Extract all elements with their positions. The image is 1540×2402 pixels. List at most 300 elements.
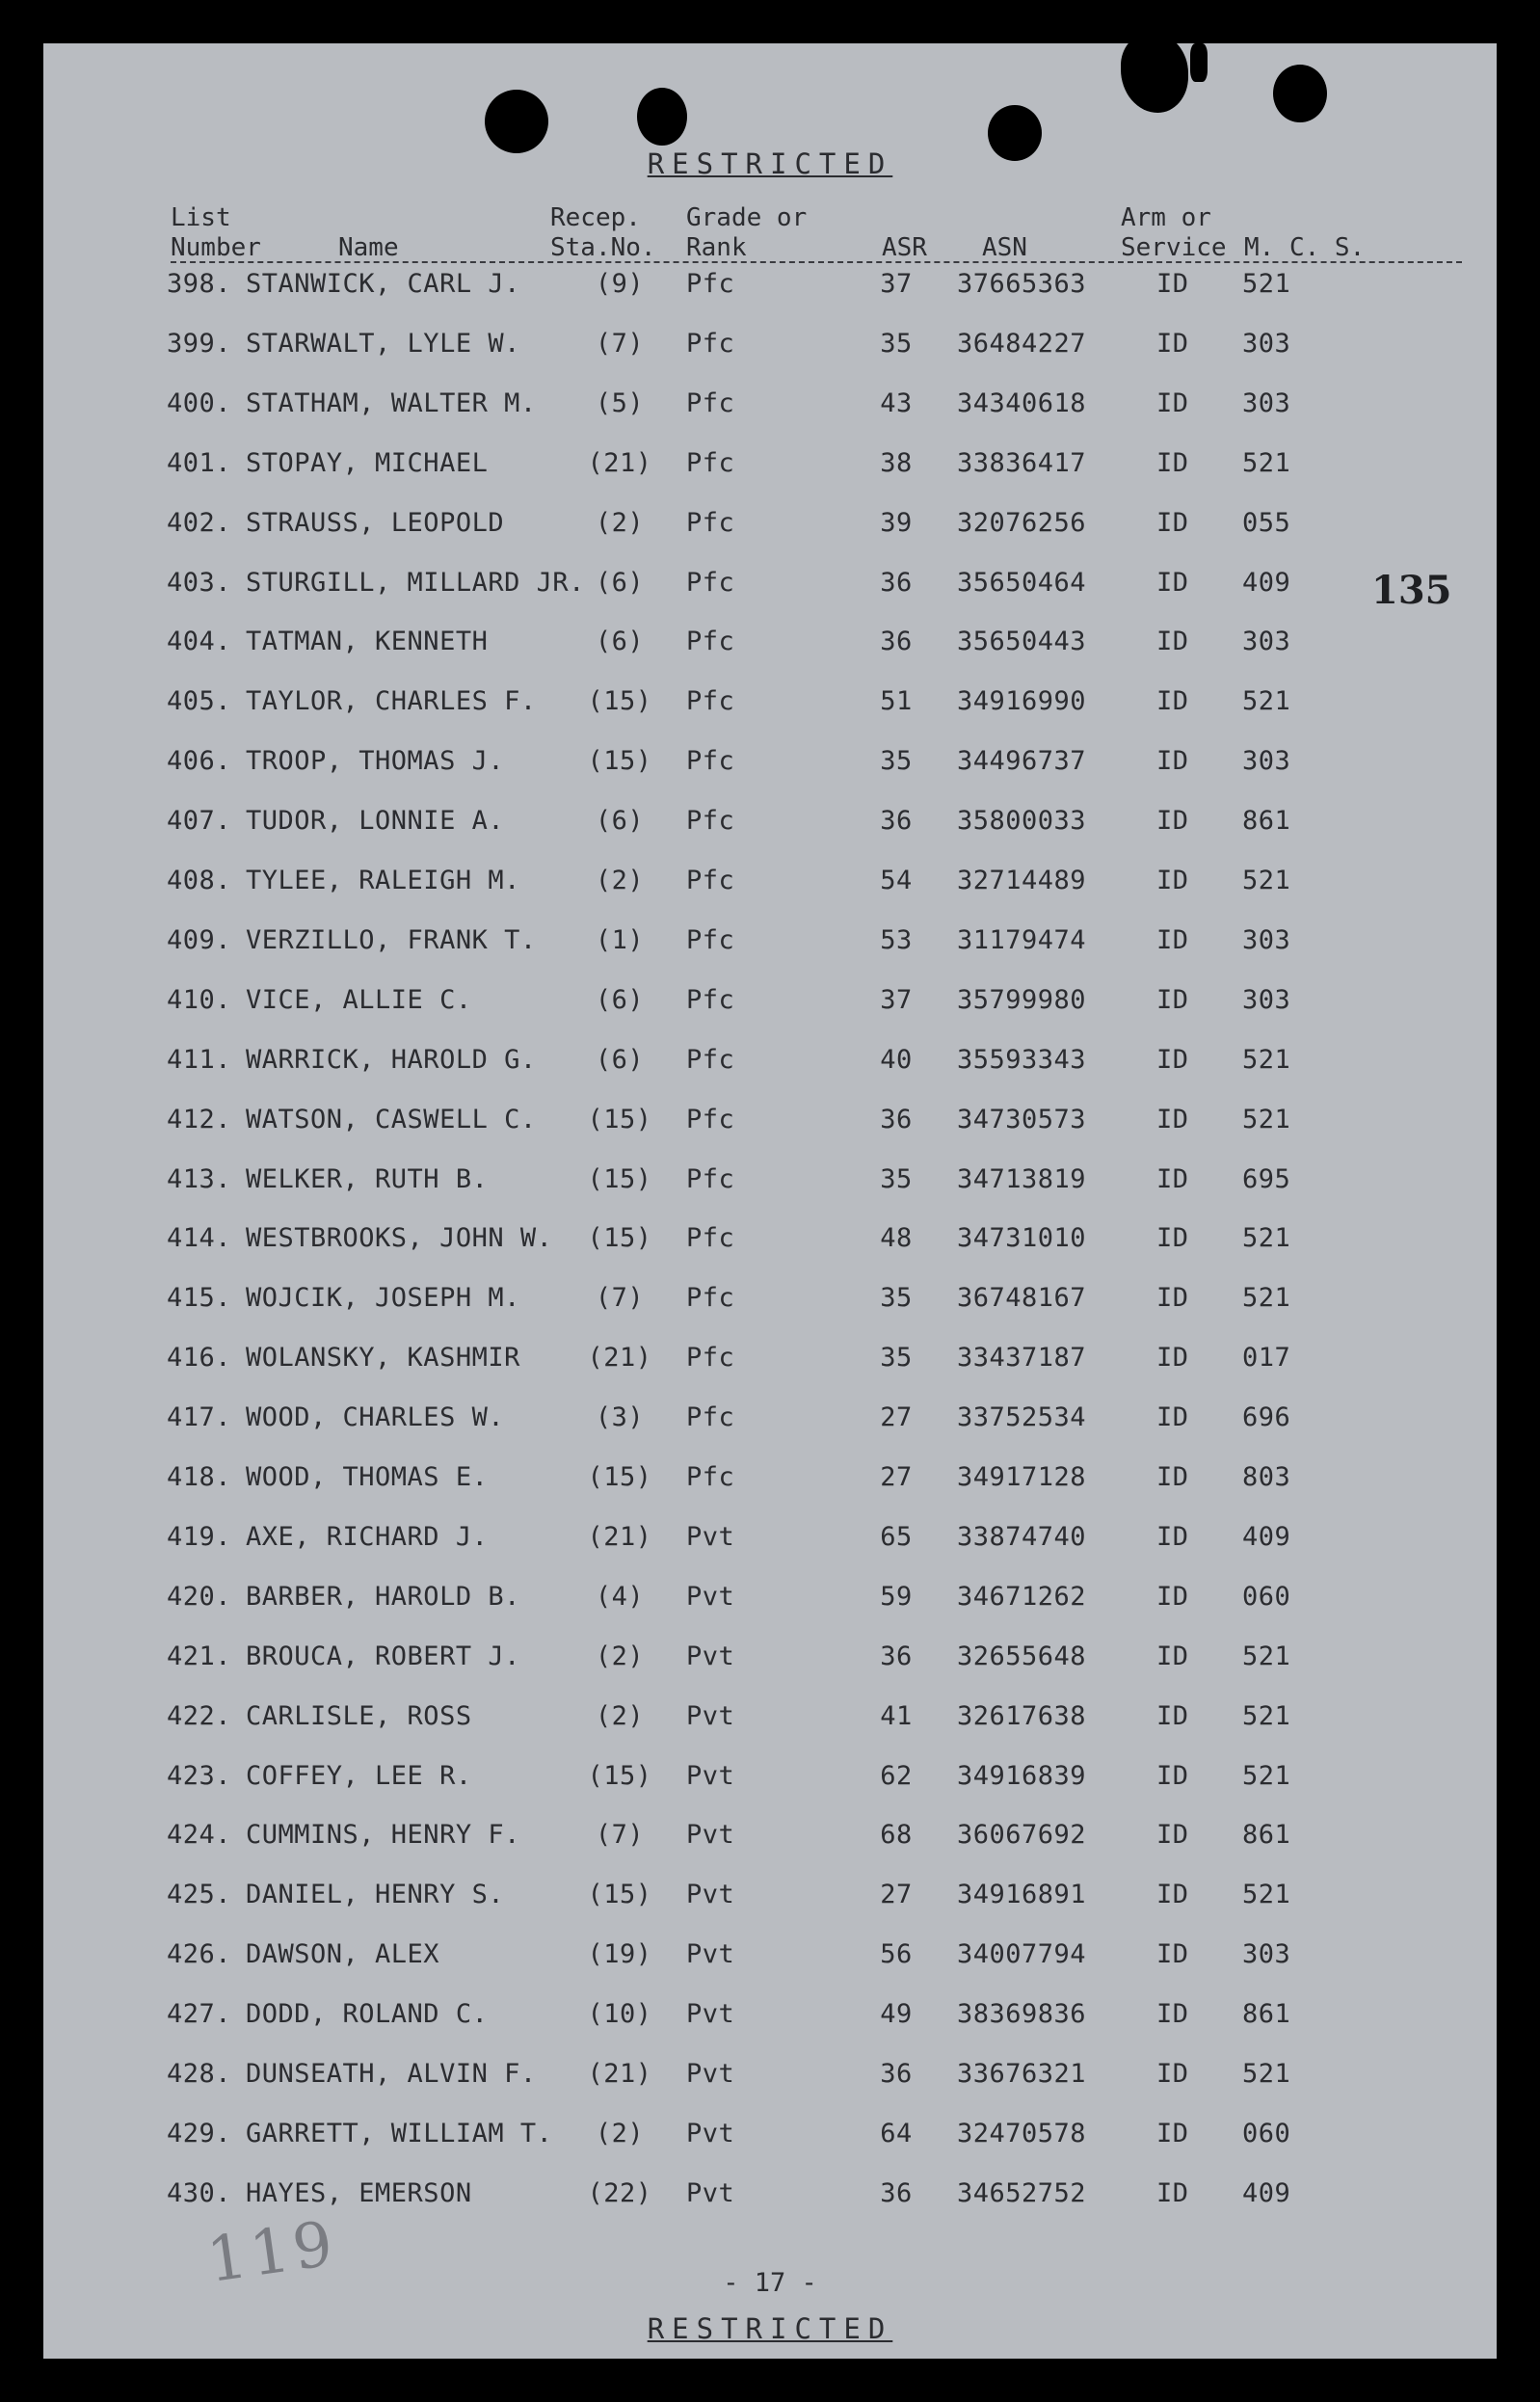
cell-grade: Pvt (686, 1880, 735, 1910)
cell-name: WOLANSKY, KASHMIR (246, 1343, 520, 1374)
cell-sta: (7) (595, 328, 645, 359)
cell-grade: Pfc (686, 627, 735, 657)
cell-sta: (15) (587, 1104, 652, 1134)
cell-grade: Pfc (686, 447, 735, 478)
cell-asr: 59 (880, 1581, 913, 1612)
cell-arm: ID (1156, 686, 1189, 717)
cell-name: COFFEY, LEE R. (246, 1760, 472, 1791)
cell-arm: ID (1156, 984, 1189, 1015)
cell-name: TAYLOR, CHARLES F. (246, 686, 537, 717)
cell-sta: (1) (595, 924, 645, 955)
punch-hole-decoration (637, 88, 687, 146)
cell-sta: (5) (595, 387, 645, 418)
cell-arm: ID (1156, 924, 1189, 955)
punch-hole-decoration (485, 90, 548, 153)
cell-mos: 861 (1242, 806, 1291, 837)
cell-num: 406. (167, 746, 232, 777)
cell-asn: 34731010 (957, 1223, 1087, 1254)
cell-arm: ID (1156, 269, 1189, 299)
cell-asn: 34916839 (957, 1760, 1087, 1791)
cell-sta: (21) (587, 447, 652, 478)
cell-num: 398. (167, 269, 232, 299)
cell-sta: (15) (587, 1462, 652, 1492)
cell-asr: 56 (880, 1939, 913, 1970)
cell-name: TROOP, THOMAS J. (246, 746, 505, 777)
table-row (43, 1462, 1497, 1522)
cell-grade: Pfc (686, 328, 735, 359)
cell-asr: 35 (880, 328, 913, 359)
column-header-recep-sta: Recep. Sta.No. (550, 203, 656, 262)
cell-grade: Pvt (686, 2059, 735, 2089)
cell-mos: 409 (1242, 1521, 1291, 1552)
cell-name: VICE, ALLIE C. (246, 984, 472, 1015)
table-row (43, 627, 1497, 686)
cell-mos: 521 (1242, 2059, 1291, 2089)
cell-num: 425. (167, 1880, 232, 1910)
cell-arm: ID (1156, 1462, 1189, 1492)
cell-name: WATSON, CASWELL C. (246, 1104, 537, 1134)
cell-asn: 33874740 (957, 1521, 1087, 1552)
cell-asr: 36 (880, 627, 913, 657)
page-number: - 17 - (723, 2268, 817, 2298)
table-row (43, 1939, 1497, 1999)
cell-name: WOOD, THOMAS E. (246, 1462, 489, 1492)
cell-asn: 35650464 (957, 567, 1087, 598)
cell-grade: Pfc (686, 1163, 735, 1194)
cell-name: WOJCIK, JOSEPH M. (246, 1283, 520, 1314)
cell-asn: 34713819 (957, 1163, 1087, 1194)
cell-sta: (15) (587, 746, 652, 777)
cell-asr: 54 (880, 866, 913, 895)
cell-asn: 34007794 (957, 1939, 1087, 1970)
cell-sta: (10) (587, 1999, 652, 2030)
cell-grade: Pfc (686, 387, 735, 418)
cell-asn: 33752534 (957, 1402, 1087, 1433)
cell-mos: 303 (1242, 1939, 1291, 1970)
column-header-list-number: List Number (171, 203, 261, 262)
cell-asr: 27 (880, 1462, 913, 1492)
table-row (43, 1105, 1497, 1164)
cell-mos: 303 (1242, 746, 1291, 777)
cell-asn: 38369836 (957, 1999, 1087, 2030)
cell-mos: 521 (1242, 866, 1291, 895)
table-row (43, 1343, 1497, 1402)
table-row (43, 1880, 1497, 1939)
cell-grade: Pfc (686, 1044, 735, 1075)
table-row (43, 1999, 1497, 2059)
cell-asr: 68 (880, 1820, 913, 1851)
cell-grade: Pfc (686, 866, 735, 895)
cell-asn: 33437187 (957, 1343, 1087, 1374)
cell-mos: 017 (1242, 1343, 1291, 1374)
cell-asr: 36 (880, 567, 913, 598)
cell-grade: Pvt (686, 1999, 735, 2030)
cell-sta: (2) (595, 866, 645, 895)
cell-grade: Pfc (686, 924, 735, 955)
cell-num: 416. (167, 1343, 232, 1374)
cell-arm: ID (1156, 806, 1189, 837)
cell-num: 422. (167, 1700, 232, 1731)
cell-name: TATMAN, KENNETH (246, 627, 489, 657)
cell-num: 405. (167, 686, 232, 717)
cell-grade: Pvt (686, 2177, 735, 2208)
cell-sta: (15) (587, 686, 652, 717)
cell-arm: ID (1156, 1521, 1189, 1552)
column-header-mos: M. C. S. (1244, 233, 1366, 262)
cell-asn: 34340618 (957, 387, 1087, 418)
table-row (43, 388, 1497, 448)
table-row (43, 508, 1497, 568)
cell-mos: 303 (1242, 984, 1291, 1015)
cell-num: 417. (167, 1402, 232, 1433)
cell-name: WELKER, RUTH B. (246, 1163, 489, 1194)
table-row (43, 1223, 1497, 1283)
cell-mos: 409 (1242, 2177, 1291, 2208)
cell-sta: (6) (595, 806, 645, 837)
cell-grade: Pvt (686, 1700, 735, 1731)
cell-sta: (6) (595, 1044, 645, 1075)
cell-sta: (15) (587, 1223, 652, 1254)
cell-asn: 34671262 (957, 1581, 1087, 1612)
cell-grade: Pfc (686, 746, 735, 777)
cell-mos: 521 (1242, 1223, 1291, 1254)
cell-mos: 521 (1242, 269, 1291, 299)
cell-mos: 861 (1242, 1820, 1291, 1851)
cell-grade: Pvt (686, 1760, 735, 1791)
cell-asn: 34917128 (957, 1462, 1087, 1492)
cell-asr: 41 (880, 1700, 913, 1731)
cell-arm: ID (1156, 1343, 1189, 1374)
cell-sta: (9) (595, 269, 645, 299)
table-row (43, 866, 1497, 925)
cell-arm: ID (1156, 1163, 1189, 1194)
cell-asn: 35593343 (957, 1044, 1087, 1075)
cell-name: STATHAM, WALTER M. (246, 387, 537, 418)
cell-asr: 35 (880, 1163, 913, 1194)
cell-name: WOOD, CHARLES W. (246, 1402, 505, 1433)
cell-sta: (21) (587, 1343, 652, 1374)
cell-asn: 36484227 (957, 328, 1087, 359)
cell-num: 412. (167, 1104, 232, 1134)
cell-num: 419. (167, 1521, 232, 1552)
cell-num: 427. (167, 1999, 232, 2030)
table-row (43, 746, 1497, 806)
table-row (43, 1283, 1497, 1343)
cell-arm: ID (1156, 507, 1189, 538)
cell-grade: Pvt (686, 1581, 735, 1612)
cell-num: 428. (167, 2059, 232, 2089)
cell-asn: 33836417 (957, 447, 1087, 478)
punch-hole-decoration (1121, 43, 1188, 113)
classification-header: RESTRICTED (647, 147, 893, 180)
cell-num: 409. (167, 924, 232, 955)
cell-sta: (3) (595, 1402, 645, 1433)
document-page (43, 43, 1497, 2359)
cell-sta: (21) (587, 2059, 652, 2089)
cell-num: 408. (167, 866, 232, 895)
cell-asr: 35 (880, 1283, 913, 1314)
cell-asr: 27 (880, 1880, 913, 1910)
cell-asn: 32655648 (957, 1641, 1087, 1671)
cell-asr: 64 (880, 2118, 913, 2148)
cell-asn: 32714489 (957, 866, 1087, 895)
cell-sta: (22) (587, 2177, 652, 2208)
cell-grade: Pvt (686, 1939, 735, 1970)
cell-num: 423. (167, 1760, 232, 1791)
cell-mos: 303 (1242, 627, 1291, 657)
cell-sta: (6) (595, 567, 645, 598)
table-row (43, 1522, 1497, 1582)
column-header-arm: Arm or Service (1121, 203, 1227, 262)
cell-asr: 35 (880, 746, 913, 777)
cell-mos: 861 (1242, 1999, 1291, 2030)
table-row (43, 925, 1497, 985)
cell-asr: 51 (880, 686, 913, 717)
cell-num: 411. (167, 1044, 232, 1075)
cell-grade: Pfc (686, 686, 735, 717)
cell-name: DODD, ROLAND C. (246, 1999, 489, 2030)
cell-arm: ID (1156, 746, 1189, 777)
cell-arm: ID (1156, 1880, 1189, 1910)
cell-asn: 34496737 (957, 746, 1087, 777)
cell-mos: 060 (1242, 1581, 1291, 1612)
cell-asn: 34730573 (957, 1104, 1087, 1134)
table-row (43, 985, 1497, 1045)
cell-asr: 53 (880, 924, 913, 955)
cell-arm: ID (1156, 2177, 1189, 2208)
cell-asn: 34916990 (957, 686, 1087, 717)
cell-arm: ID (1156, 1820, 1189, 1851)
cell-num: 402. (167, 507, 232, 538)
cell-num: 410. (167, 984, 232, 1015)
cell-name: STARWALT, LYLE W. (246, 328, 520, 359)
cell-mos: 521 (1242, 1880, 1291, 1910)
margin-number: 135 (1371, 568, 1452, 613)
cell-asn: 36067692 (957, 1820, 1087, 1851)
cell-name: WARRICK, HAROLD G. (246, 1044, 537, 1075)
cell-asn: 33676321 (957, 2059, 1087, 2089)
header-rule (171, 261, 1462, 263)
cell-name: DAWSON, ALEX (246, 1939, 440, 1970)
cell-arm: ID (1156, 1700, 1189, 1731)
cell-num: 420. (167, 1581, 232, 1612)
cell-num: 430. (167, 2177, 232, 2208)
punch-hole-decoration (1190, 43, 1208, 82)
cell-arm: ID (1156, 567, 1189, 598)
cell-sta: (2) (595, 507, 645, 538)
cell-asn: 34916891 (957, 1880, 1087, 1910)
cell-name: STOPAY, MICHAEL (246, 447, 489, 478)
cell-mos: 409 (1242, 567, 1291, 598)
cell-name: BROUCA, ROBERT J. (246, 1641, 520, 1671)
cell-grade: Pfc (686, 1283, 735, 1314)
punch-hole-decoration (1273, 65, 1327, 122)
table-row (43, 686, 1497, 746)
table-row (43, 1164, 1497, 1224)
cell-name: GARRETT, WILLIAM T. (246, 2118, 553, 2148)
cell-name: TUDOR, LONNIE A. (246, 806, 505, 837)
cell-asr: 39 (880, 507, 913, 538)
cell-grade: Pfc (686, 1462, 735, 1492)
table-row (43, 448, 1497, 508)
cell-asr: 48 (880, 1223, 913, 1254)
cell-sta: (4) (595, 1581, 645, 1612)
column-header-asn: ASN (982, 233, 1027, 262)
column-header-name: Name (338, 233, 399, 262)
cell-arm: ID (1156, 1283, 1189, 1314)
cell-sta: (15) (587, 1760, 652, 1791)
cell-asr: 49 (880, 1999, 913, 2030)
cell-name: VERZILLO, FRANK T. (246, 924, 537, 955)
cell-name: STURGILL, MILLARD JR. (246, 567, 585, 598)
cell-name: TYLEE, RALEIGH M. (246, 866, 520, 895)
cell-num: 426. (167, 1939, 232, 1970)
cell-num: 421. (167, 1641, 232, 1671)
handwritten-number: 119 (202, 2208, 341, 2297)
cell-mos: 303 (1242, 924, 1291, 955)
cell-asn: 35799980 (957, 984, 1087, 1015)
table-row (43, 568, 1497, 627)
cell-arm: ID (1156, 1104, 1189, 1134)
cell-name: HAYES, EMERSON (246, 2177, 472, 2208)
table-row (43, 1641, 1497, 1701)
cell-num: 407. (167, 806, 232, 837)
cell-name: CARLISLE, ROSS (246, 1700, 472, 1731)
cell-arm: ID (1156, 387, 1189, 418)
table-row (43, 1582, 1497, 1641)
cell-arm: ID (1156, 1223, 1189, 1254)
cell-num: 401. (167, 447, 232, 478)
cell-sta: (6) (595, 984, 645, 1015)
cell-arm: ID (1156, 2059, 1189, 2089)
cell-grade: Pvt (686, 1641, 735, 1671)
cell-asr: 38 (880, 447, 913, 478)
cell-arm: ID (1156, 328, 1189, 359)
cell-mos: 303 (1242, 387, 1291, 418)
cell-asn: 31179474 (957, 924, 1087, 955)
cell-mos: 695 (1242, 1163, 1291, 1194)
cell-name: WESTBROOKS, JOHN W. (246, 1223, 553, 1254)
cell-sta: (15) (587, 1163, 652, 1194)
cell-arm: ID (1156, 627, 1189, 657)
cell-arm: ID (1156, 447, 1189, 478)
cell-num: 399. (167, 328, 232, 359)
cell-num: 414. (167, 1223, 232, 1254)
cell-sta: (7) (595, 1283, 645, 1314)
column-header-grade: Grade or Rank (686, 203, 808, 262)
cell-num: 403. (167, 567, 232, 598)
cell-asr: 43 (880, 387, 913, 418)
table-row (43, 1701, 1497, 1761)
cell-num: 424. (167, 1820, 232, 1851)
cell-name: BARBER, HAROLD B. (246, 1581, 520, 1612)
column-header-asr: ASR (882, 233, 927, 262)
table-row (43, 1761, 1497, 1821)
cell-name: DUNSEATH, ALVIN F. (246, 2059, 537, 2089)
cell-asn: 37665363 (957, 269, 1087, 299)
cell-num: 413. (167, 1163, 232, 1194)
cell-arm: ID (1156, 1939, 1189, 1970)
cell-mos: 696 (1242, 1402, 1291, 1433)
cell-sta: (2) (595, 2118, 645, 2148)
cell-name: DANIEL, HENRY S. (246, 1880, 505, 1910)
cell-asn: 34652752 (957, 2177, 1087, 2208)
cell-arm: ID (1156, 1760, 1189, 1791)
cell-asr: 36 (880, 2059, 913, 2089)
cell-grade: Pvt (686, 1521, 735, 1552)
cell-arm: ID (1156, 1044, 1189, 1075)
cell-num: 404. (167, 627, 232, 657)
cell-mos: 521 (1242, 1283, 1291, 1314)
cell-num: 400. (167, 387, 232, 418)
table-row (43, 2119, 1497, 2178)
cell-mos: 521 (1242, 1760, 1291, 1791)
cell-asn: 32617638 (957, 1700, 1087, 1731)
cell-arm: ID (1156, 2118, 1189, 2148)
table-row (43, 269, 1497, 329)
cell-asn: 36748167 (957, 1283, 1087, 1314)
cell-mos: 521 (1242, 1044, 1291, 1075)
cell-mos: 521 (1242, 686, 1291, 717)
cell-name: AXE, RICHARD J. (246, 1521, 489, 1552)
cell-grade: Pfc (686, 1104, 735, 1134)
cell-asr: 37 (880, 984, 913, 1015)
cell-num: 415. (167, 1283, 232, 1314)
cell-asn: 35800033 (957, 806, 1087, 837)
cell-sta: (2) (595, 1700, 645, 1731)
cell-arm: ID (1156, 1402, 1189, 1433)
cell-asr: 35 (880, 1343, 913, 1374)
cell-sta: (19) (587, 1939, 652, 1970)
cell-asr: 37 (880, 269, 913, 299)
cell-grade: Pfc (686, 269, 735, 299)
cell-name: STANWICK, CARL J. (246, 269, 520, 299)
cell-grade: Pfc (686, 1343, 735, 1374)
cell-mos: 521 (1242, 447, 1291, 478)
cell-mos: 521 (1242, 1641, 1291, 1671)
table-row (43, 806, 1497, 866)
cell-grade: Pfc (686, 567, 735, 598)
cell-num: 418. (167, 1462, 232, 1492)
cell-num: 429. (167, 2118, 232, 2148)
cell-asr: 40 (880, 1044, 913, 1075)
cell-mos: 803 (1242, 1462, 1291, 1492)
cell-mos: 303 (1242, 328, 1291, 359)
cell-name: CUMMINS, HENRY F. (246, 1820, 520, 1851)
table-row (43, 1045, 1497, 1105)
cell-mos: 055 (1242, 507, 1291, 538)
table-row (43, 1402, 1497, 1462)
cell-grade: Pvt (686, 1820, 735, 1851)
cell-sta: (7) (595, 1820, 645, 1851)
cell-asn: 35650443 (957, 627, 1087, 657)
cell-asr: 62 (880, 1760, 913, 1791)
cell-arm: ID (1156, 866, 1189, 895)
cell-asr: 36 (880, 806, 913, 837)
cell-mos: 521 (1242, 1104, 1291, 1134)
table-row (43, 1820, 1497, 1880)
cell-mos: 060 (1242, 2118, 1291, 2148)
cell-asn: 32076256 (957, 507, 1087, 538)
cell-grade: Pfc (686, 984, 735, 1015)
cell-asr: 36 (880, 1641, 913, 1671)
cell-sta: (21) (587, 1521, 652, 1552)
cell-grade: Pfc (686, 1223, 735, 1254)
cell-sta: (6) (595, 627, 645, 657)
cell-grade: Pfc (686, 1402, 735, 1433)
cell-mos: 521 (1242, 1700, 1291, 1731)
cell-arm: ID (1156, 1641, 1189, 1671)
